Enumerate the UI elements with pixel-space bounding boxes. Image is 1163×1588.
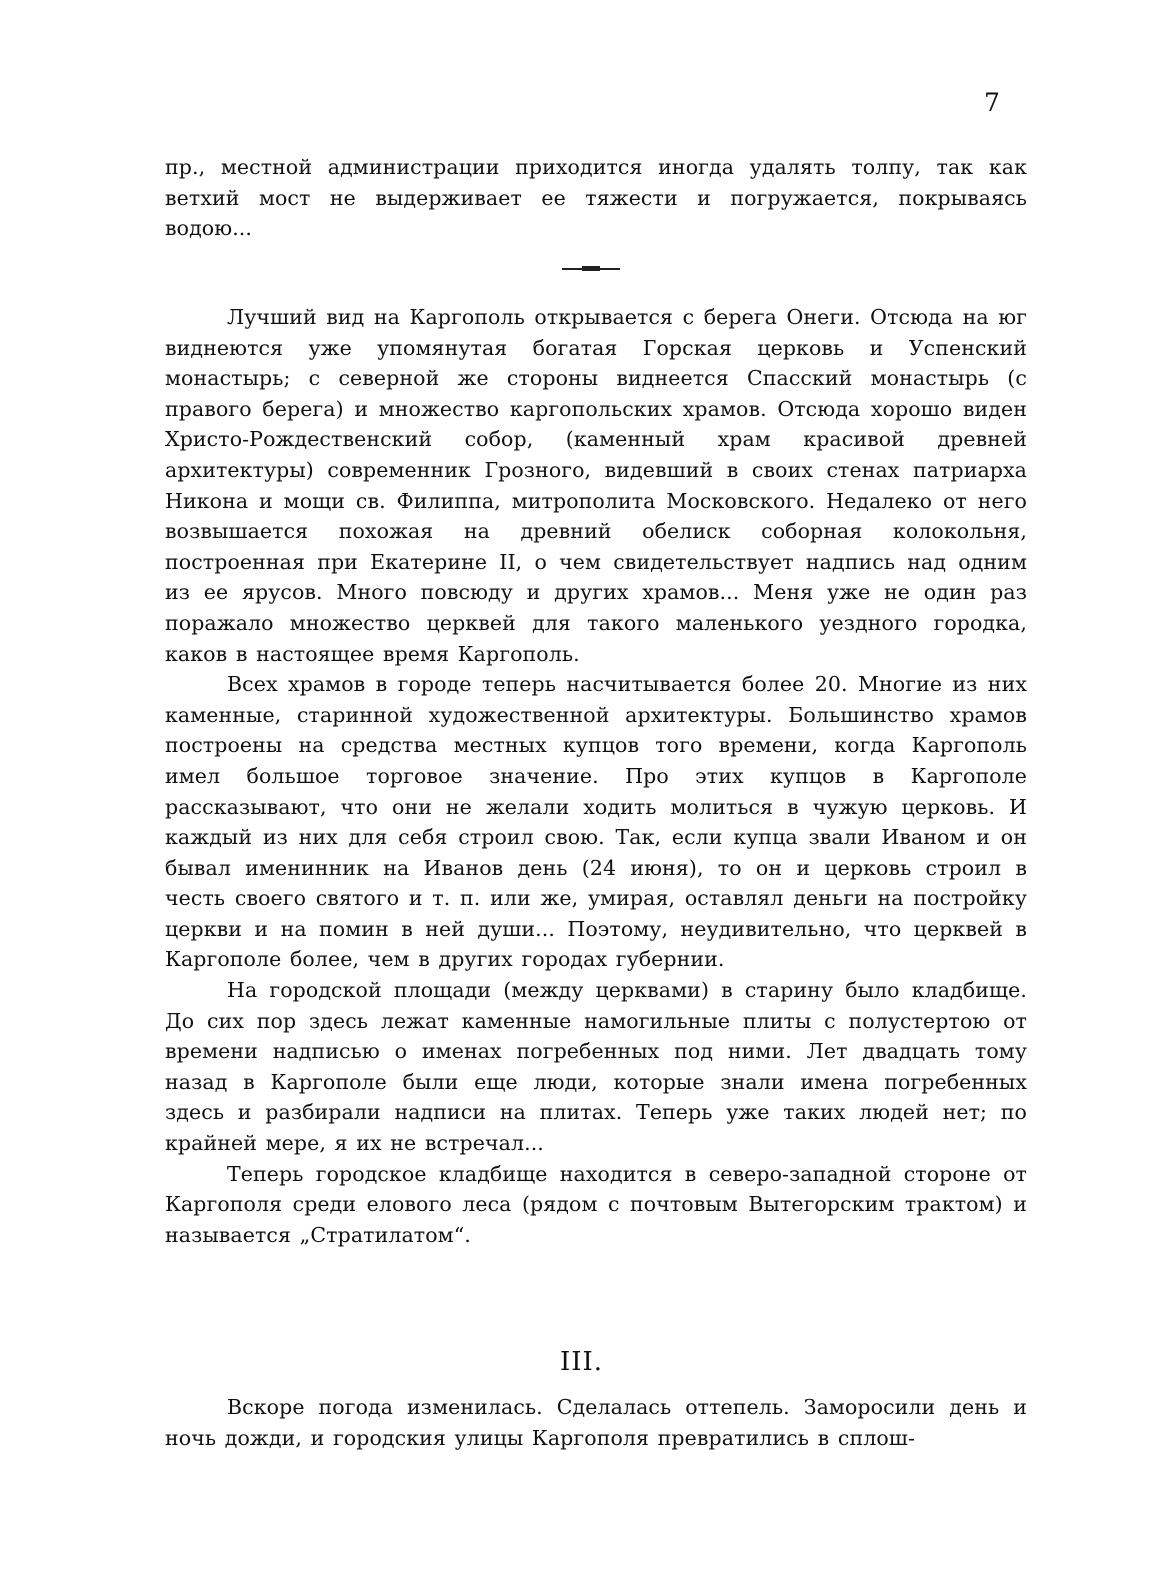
continuation-paragraph: пр., местной администрации приходится иногда удалять толпу, так как ветхий мост не выдерживает ее тяжести и погружается, покрываясь водою...: [165, 155, 1027, 241]
section-heading: III.: [559, 1347, 604, 1377]
paragraph-churches-count: Всех храмов в городе теперь насчитывается более 20. Многие из них каменные, старинной художественной архитектуры. Большинство храмов построены на средства местных купцов того времени, когда Каргополь имел большое торговое значение. Про этих купцов в Каргополе рассказывают, что они не желали ходить молиться в чужую церковь. И каждый из них для себя строил свою. Так, если купца звали Иваном и он бывал именинник на Иванов день (24 июня), то он и церковь строил в честь своего святого и т. п. или же, умирая, оставлял деньги на постройку церкви и на помин в ней души... Поэтому, неудивительно, что церквей в Каргополе более, чем в других городах губернии.: [165, 672, 1027, 972]
paragraph-old-cemetery: На городской площади (между церквами) в старину было кладбище. До сих пор здесь лежат каменные намогильные плиты с полустертою от времени надписью о именах погребенных под ними. Лет двадцать тому назад в Каргополе были еще люди, которые знали имена погребенных здесь и разбирали надписи на плитах. Теперь уже таких людей нет; по крайней мере, я их не встречал...: [165, 978, 1027, 1156]
page-number: 7: [984, 88, 1000, 117]
paragraph-new-cemetery: Теперь городское кладбище находится в северо-западной стороне от Каргополя среди елового леса (рядом с почтовым Вытегорским трактом) и называется „Стратилатом“.: [165, 1161, 1027, 1247]
section-opening-paragraph: Вскоре погода изменилась. Сделалась оттепель. Заморосили день и ночь дожди, и городския улицы Каргополя превратились в сплош-: [165, 1395, 1027, 1450]
continuation-block: [165, 152, 1027, 244]
section-text-block: [165, 1392, 1027, 1453]
paragraph-kargopol-view: Лучший вид на Каргополь открывается с берега Онеги. Отсюда на юг виднеются уже упомянутая богатая Горская церковь и Успенский монастырь; с северной же стороны виднеется Спасский монастырь (с правого берега) и множество каргопольских храмов. Отсюда хорошо виден Христо-Рождественский собор, (каменный храм красивой древней архитектуры) современник Грозного, видевший в своих стенах патриарха Никона и мощи св. Филиппа, митрополита Московского. Недалеко от него возвышается похожая на древний обелиск соборная колокольня, построенная при Екатерине II, о чем свидетельствует надпись над одним из ее ярусов. Много повсюду и других храмов... Меня уже не один раз поражало множество церквей для такого маленького уездного городка, каков в настоящее время Каргополь.: [165, 305, 1027, 666]
main-text-block: [165, 302, 1027, 1250]
section-separator: [562, 268, 620, 270]
